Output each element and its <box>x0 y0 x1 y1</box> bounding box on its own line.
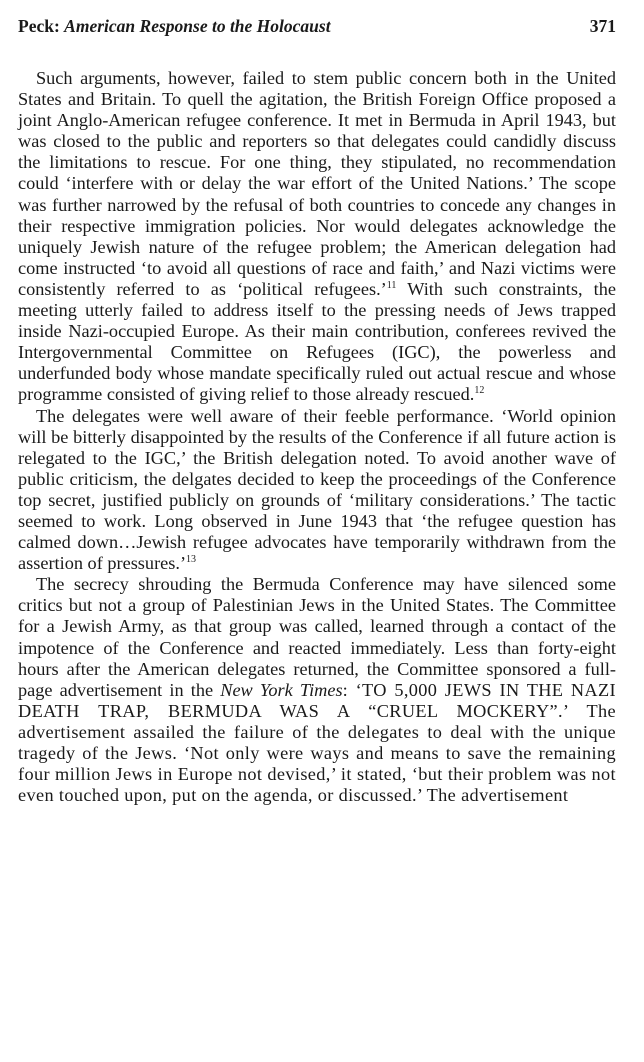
header-title: American Response to the Holocaust <box>64 16 331 36</box>
newspaper-title: New York Times <box>220 679 343 700</box>
header-author: Peck: <box>18 16 60 36</box>
paragraph-3 <box>18 574 616 806</box>
text-segment: Such arguments, however, failed to stem public concern both in the United States and Britain. To quell the agitation, the British Foreign Office proposed a joint Anglo-American refugee conference. It met in Bermuda in April 1943, but was closed to the public and reporters so that delegates could candidly discuss the limitations to rescue. For one thing, they stipulated, no recommendation could ‘interfere with or delay the war effort of the United Nations.’ The scope was further narrowed by the refusal of both countries to concede any changes in their respective immigration policies. Nor would delegates acknowledge the uniquely Jewish nature of the refugee problem; the American delegation had come instructed ‘to avoid all questions of race and faith,’ and Nazi victims were consistently referred to as ‘political refugees.’ <box>18 68 616 299</box>
text-segment: : ‘TO 5,000 JEWS IN THE NAZI DEATH TRAP, BERMUDA WAS A “CRUEL MOCKERY”.’ The advertisement assailed the failure of the delegates to deal with the unique tragedy of the Jews. ‘Not only were ways and means to save the remaining four million Jews in Europe not devised,’ it stated, ‘but their problem was not even touched upon, put on the agenda, or discussed.’ The advertisement <box>18 679 616 806</box>
body-text <box>18 68 616 806</box>
page-number: 371 <box>589 16 616 36</box>
paragraph-1 <box>18 68 616 406</box>
paragraph-2 <box>18 406 616 575</box>
footnote-ref-13: 13 <box>186 554 197 566</box>
text-segment: The secrecy shrouding the Bermuda Conference may have silenced some critics but not a group of Palestinian Jews in the United States. The Committee for a Jewish Army, as that group was called, learned through a contact of the impotence of the Conference and reacted immediately. Less than forty-eight hours after the American delegates returned, the Committee sponsored a full-page advertisement in the <box>18 574 616 700</box>
text-segment: The delegates were well aware of their feeble performance. ‘World opinion will be bitterly disappointed by the results of the Conference if all future action is relegated to the IGC,’ the British delegation noted. To avoid another wave of public criticism, the delgates decided to keep the proceedings of the Conference top secret, justified publicly on grounds of ‘military considerations.’ The tactic seemed to work. Long observed in June 1943 that ‘the refugee question has calmed down…Jewish refugee advocates have temporarily withdrawn from the assertion of pressures.’ <box>18 405 616 574</box>
text-segment: With such constraints, the meeting utterly failed to address itself to the pressing needs of Jews trapped inside Nazi-occupied Europe. As their main contribution, conferees revived the Intergovernmental Committee on Refugees (IGC), the powerless and underfunded body whose mandate specifically ruled out actual rescue and whose programme consisted of giving relief to those already rescued. <box>18 278 616 405</box>
header-left <box>18 16 331 37</box>
footnote-ref-12: 12 <box>474 385 485 397</box>
footnote-ref-11: 11 <box>386 279 397 291</box>
running-header <box>18 16 616 40</box>
